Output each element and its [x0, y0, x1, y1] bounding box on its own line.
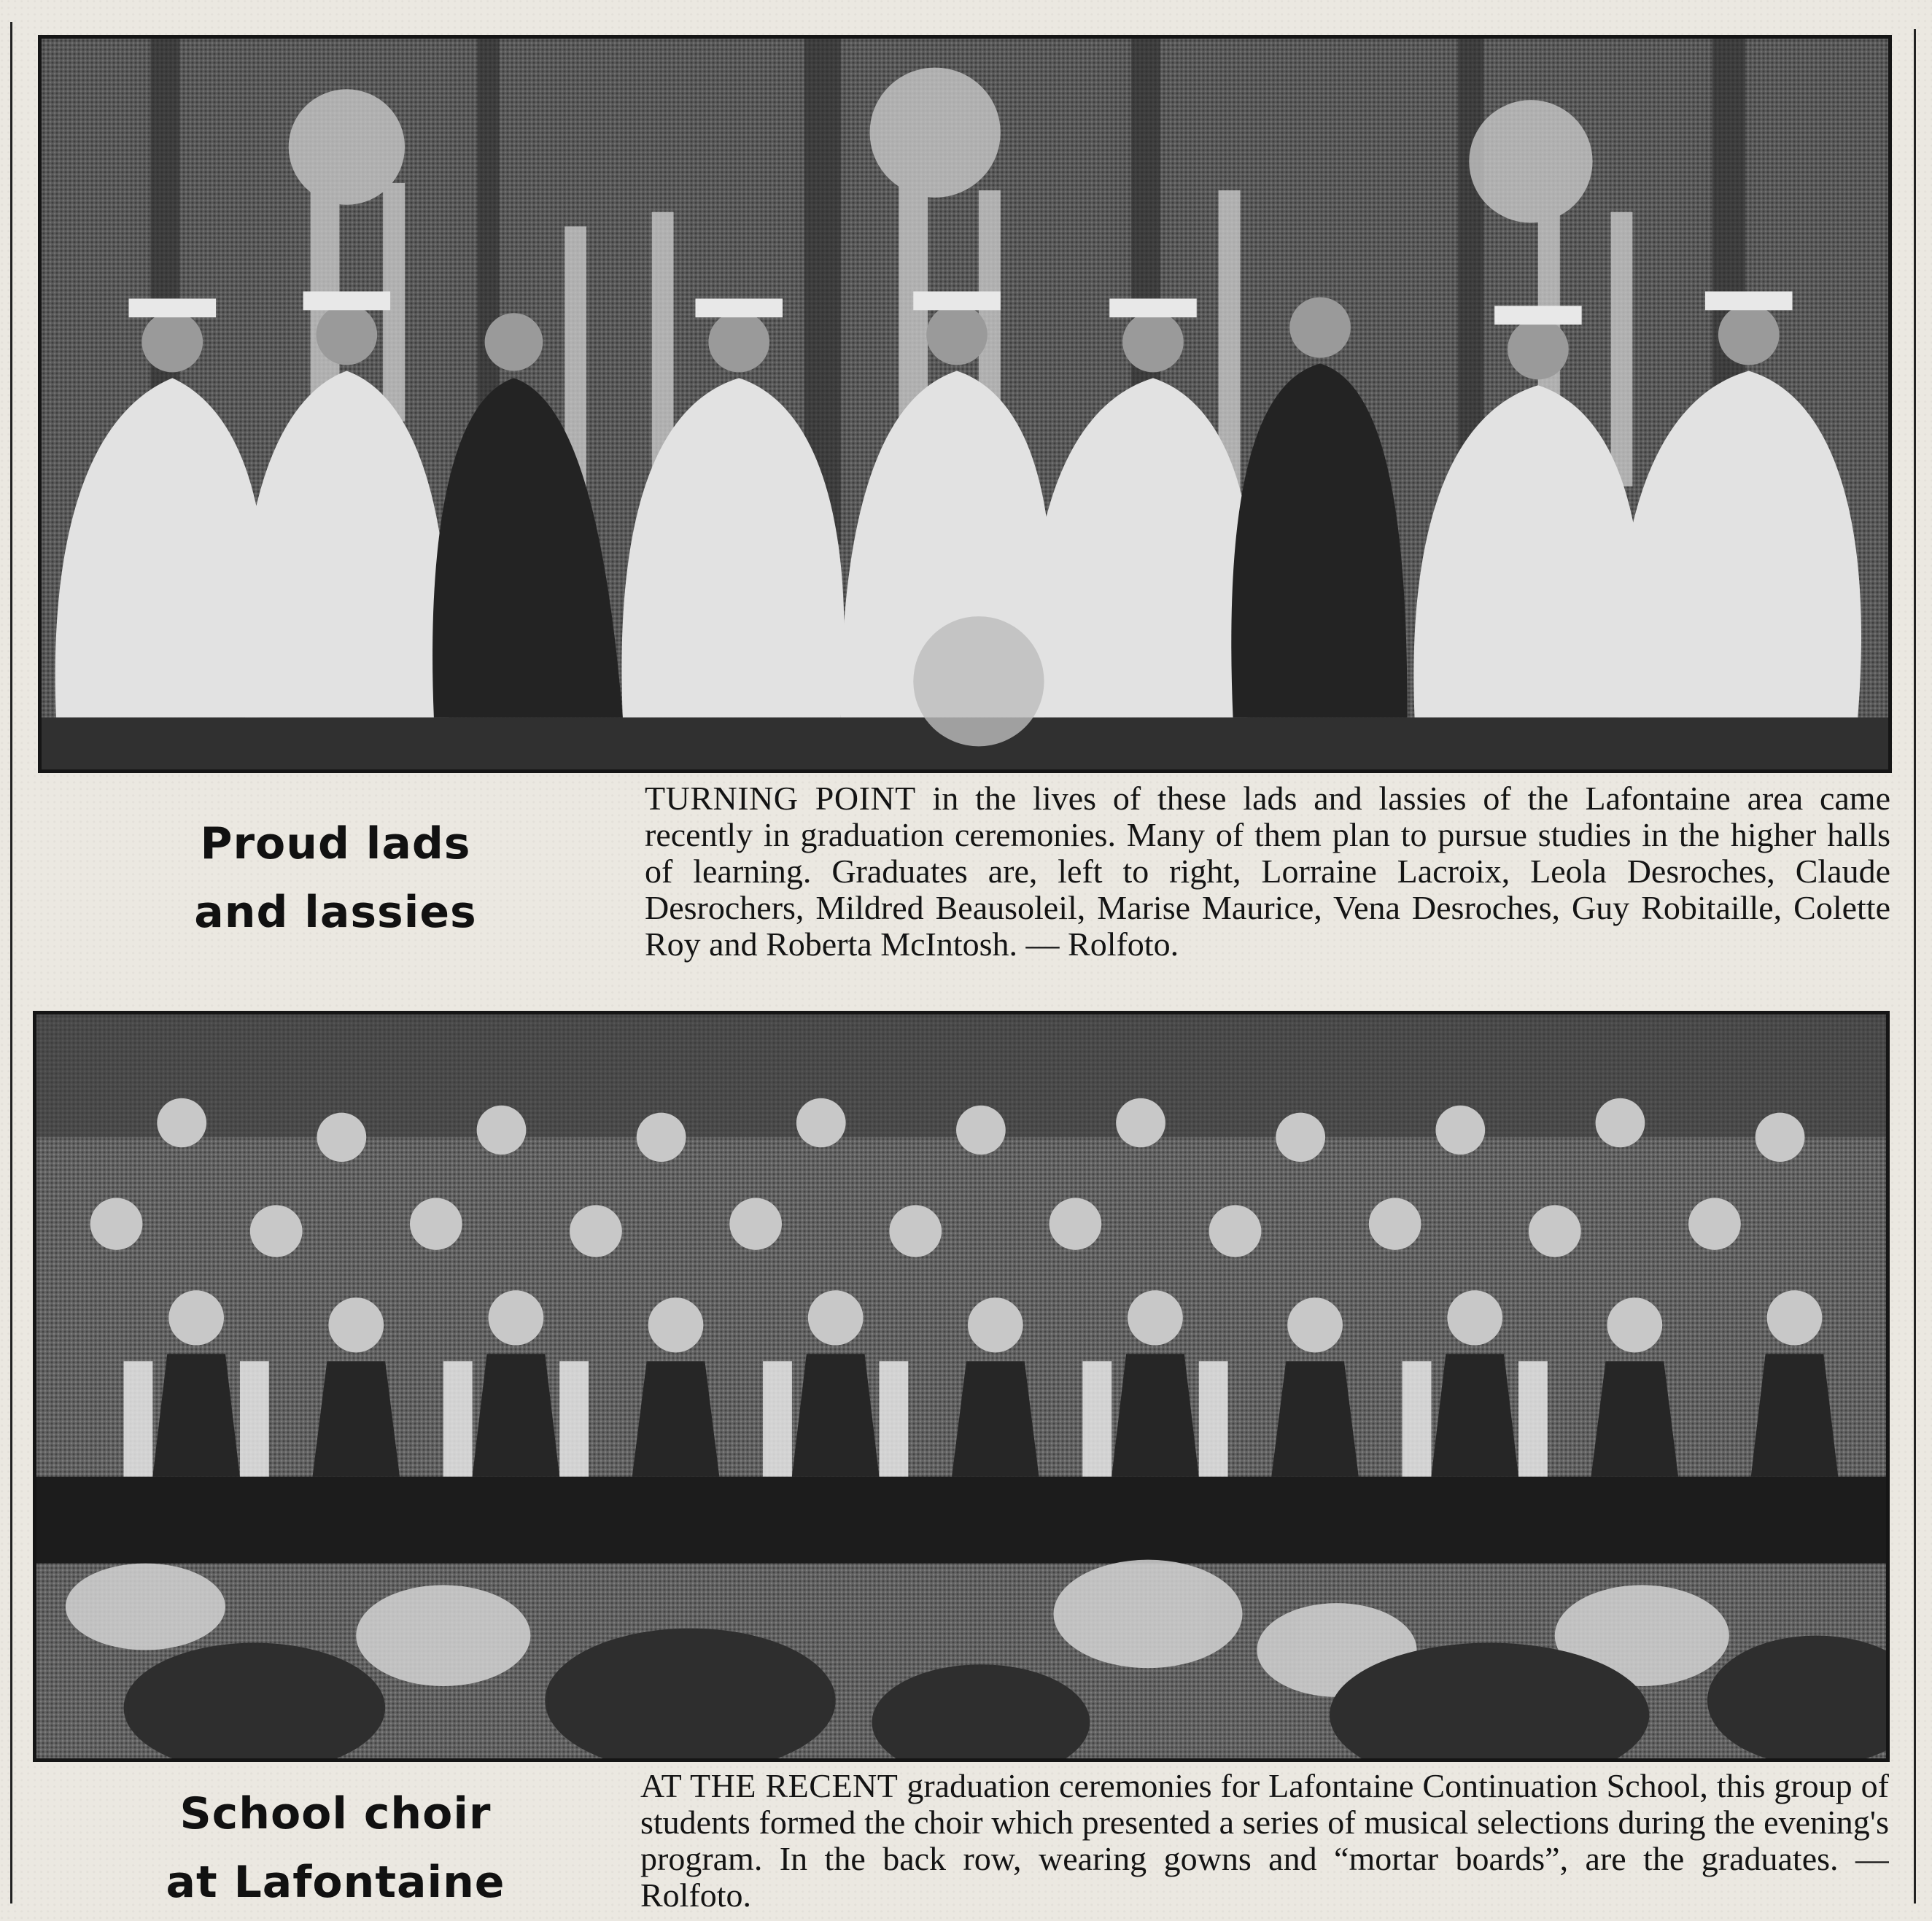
caption-body: graduation ceremonies for Lafontaine Continuation School, this group of students formed the choir which presented a series of musical selections during the evening's program. In the back row, wearing gowns and “mortar boards”, are the graduates. — Rolfoto. [640, 1768, 1889, 1914]
choir-photo [33, 1011, 1890, 1762]
caption-lead: TURNING POINT [645, 780, 916, 817]
headline-line-1: Proud lads [200, 818, 471, 869]
headline-school-choir [160, 1780, 511, 1917]
caption-body: in the lives of these lads and lassies of the Lafontaine area came recently in graduation ceremonies. Many of them plan to pursue studies in the higher halls of learning. Graduates are, left to right, Lorraine Lacroix, Leola Desroches, Claude Desrochers, Mildred Beausoleil, Marise Maurice, Vena Desroches, Guy Robitaille, Colette Roy and Roberta McIntosh. — Rolfoto. [645, 780, 1890, 963]
graduates-photo [38, 35, 1892, 773]
headline-line-1: School choir [179, 1788, 492, 1839]
headline-line-2: and lassies [194, 887, 477, 938]
caption-graduates [645, 780, 1890, 999]
column-rule-left [10, 22, 12, 1903]
headline-proud-lads [175, 810, 496, 947]
column-rule-right [1914, 29, 1916, 1903]
choir-photo-illustration [36, 1014, 1886, 1758]
graduates-photo-illustration [42, 39, 1888, 769]
caption-choir [640, 1768, 1889, 1914]
headline-line-2: at Lafontaine [166, 1857, 505, 1908]
caption-lead: AT THE RECENT [640, 1768, 899, 1804]
